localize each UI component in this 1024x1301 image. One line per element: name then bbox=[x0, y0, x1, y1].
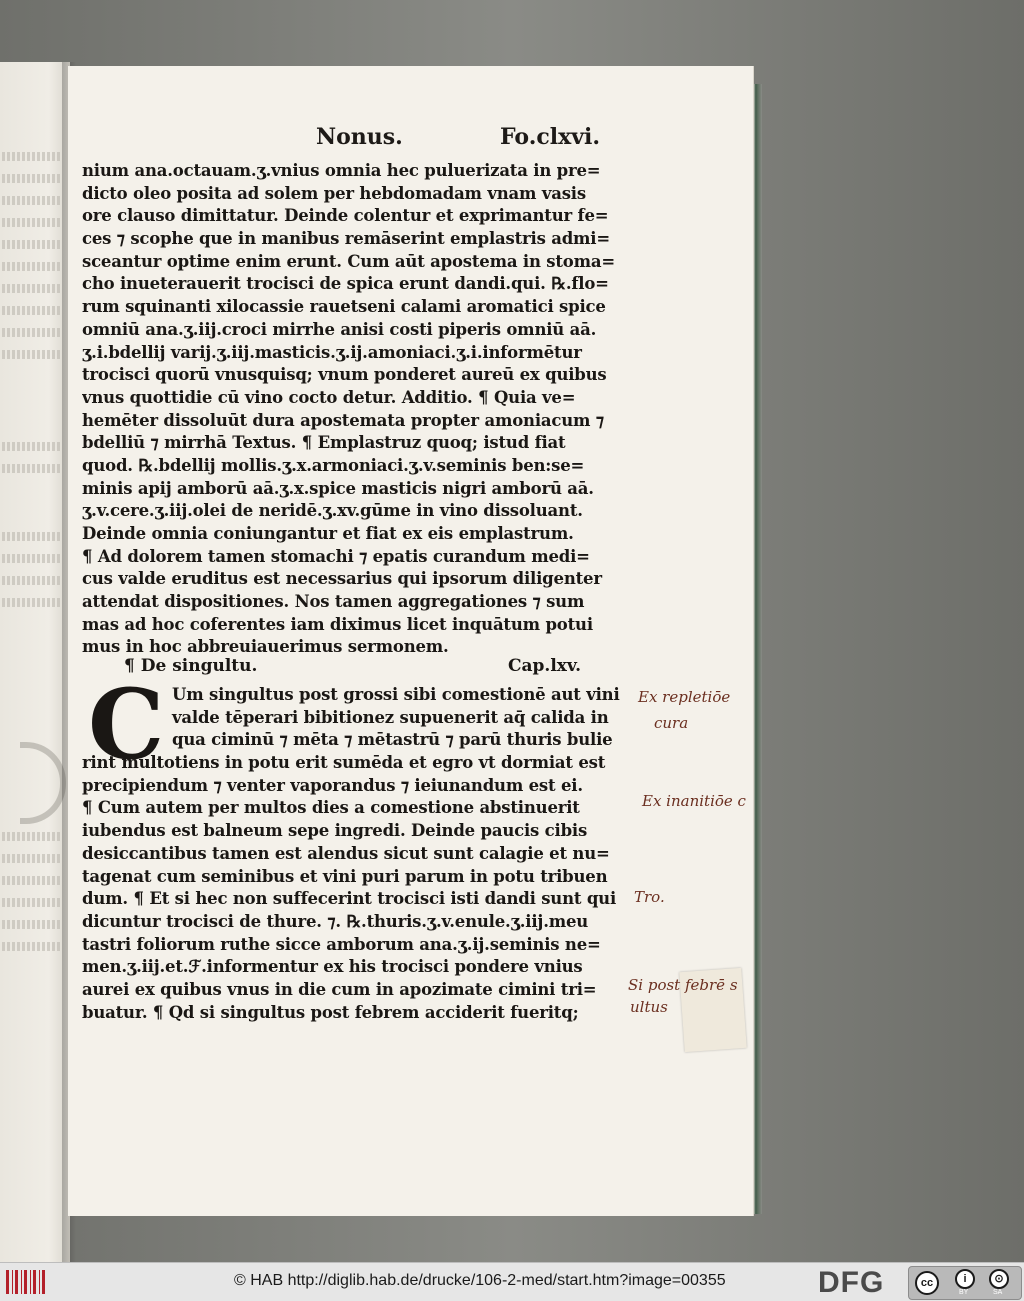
text-line: nium ana.octauam.ʒ.vnius omnia hec puluerizata in pre= bbox=[82, 161, 601, 180]
chapter-heading bbox=[124, 656, 644, 678]
running-head: Nonus. bbox=[316, 124, 403, 150]
text-line: minis apij amborū aā.ʒ.x.spice masticis nigri amborū aā. bbox=[82, 478, 594, 498]
marginal-note: ultus bbox=[630, 998, 668, 1016]
bleed-through-line bbox=[2, 196, 62, 205]
marginal-note: Ex repletiōe bbox=[638, 688, 731, 706]
text-line: trocisci quorū vnusquisq; vnum ponderet aureū ex quibus bbox=[82, 365, 607, 385]
text-line: ¶ Ad dolorem tamen stomachi ⁊ epatis curandum medi= bbox=[82, 546, 590, 566]
text-line: iubendus est balneum sepe ingredi. Deinde paucis cibis bbox=[82, 821, 588, 841]
text-line: quod. ℞.bdellij mollis.ʒ.x.armoniaci.ʒ.v.seminis ben:se= bbox=[82, 455, 585, 475]
bleed-through-line bbox=[2, 920, 62, 929]
footer-bar bbox=[0, 1262, 1024, 1301]
marginal-note: cura bbox=[654, 714, 689, 732]
bleed-through-line bbox=[2, 174, 62, 183]
bleed-through-line bbox=[2, 262, 62, 271]
text-line: tastri foliorum ruthe sicce amborum ana.ʒ.ij.seminis ne= bbox=[82, 934, 601, 954]
barcode-logo bbox=[6, 1270, 48, 1294]
drop-initial: C bbox=[88, 668, 165, 781]
by-icon: i bbox=[955, 1269, 975, 1289]
bleed-through-line bbox=[2, 284, 62, 293]
bleed-through-initial bbox=[20, 742, 66, 824]
text-line: precipiendum ⁊ venter vaporandus ⁊ ieiunandum est ei. bbox=[82, 775, 583, 795]
source-credit-link[interactable]: © HAB http://diglib.hab.de/drucke/106-2-med/start.htm?image=00355 bbox=[234, 1272, 726, 1289]
text-line: cus valde eruditus est necessarius qui ipsorum diligenter bbox=[82, 569, 602, 589]
text-block-lower bbox=[82, 684, 642, 1024]
text-line: Deinde omnia coniungantur et fiat ex eis emplastrum. bbox=[82, 524, 574, 543]
text-line: mas ad hoc coferentes iam diximus licet inquātum potui bbox=[82, 614, 593, 634]
bleed-through-line bbox=[2, 942, 62, 951]
bleed-through-line bbox=[2, 576, 62, 585]
bleed-through-line bbox=[2, 832, 62, 841]
text-line: Um singultus post grossi sibi comestionē aut vini bbox=[172, 685, 620, 704]
text-line: ʒ.i.bdellij varij.ʒ.iij.masticis.ʒ.ij.amoniaci.ʒ.i.informētur bbox=[82, 342, 582, 362]
bleed-through-line bbox=[2, 464, 62, 473]
bleed-through-line bbox=[2, 442, 62, 451]
text-line: ore clauso dimittatur. Deinde colentur et exprimantur fe= bbox=[82, 206, 609, 226]
text-line: aurei ex quibus vnus in die cum in apozimate cimini tri= bbox=[82, 979, 597, 999]
text-line: valde tēperari bibitionez supuenerit aq̄ calida in bbox=[172, 707, 609, 727]
text-line: men.ʒ.iij.et.ℱ.informentur ex his trocisci pondere vnius bbox=[82, 957, 583, 977]
text-line: dum. ¶ Et si hec non suffecerint trocisci isti dandi sunt qui bbox=[82, 889, 617, 909]
cc-icon: cc bbox=[915, 1271, 939, 1295]
text-line: sceantur optime enim erunt. Cum aūt apostema in stoma= bbox=[82, 251, 615, 271]
bleed-through-line bbox=[2, 350, 62, 359]
bleed-through-line bbox=[2, 240, 62, 249]
folio-number: Fo.clxvi. bbox=[500, 124, 601, 150]
text-line: buatur. ¶ Qd si singultus post febrem acciderit fueritq; bbox=[82, 1002, 579, 1022]
text-line: rum squinanti xilocassie rauetseni calami aromatici spice bbox=[82, 297, 606, 317]
bleed-through-line bbox=[2, 306, 62, 315]
text-block-upper bbox=[82, 160, 642, 659]
sa-icon: ⊙ bbox=[989, 1269, 1009, 1289]
bleed-through-line bbox=[2, 532, 62, 541]
bleed-through-line bbox=[2, 854, 62, 863]
bleed-through-line bbox=[2, 876, 62, 885]
text-line: ¶ Cum autem per multos dies a comestione abstinuerit bbox=[82, 798, 580, 818]
chapter-number: Cap.lxv. bbox=[508, 656, 582, 676]
bleed-through-line bbox=[2, 152, 62, 161]
sa-tag: SA bbox=[993, 1289, 1003, 1296]
text-line: dicto oleo posita ad solem per hebdomadam vnam vasis bbox=[82, 183, 586, 203]
marginal-note: Si post febrē s bbox=[628, 976, 738, 994]
bleed-through-line bbox=[2, 898, 62, 907]
marginal-note: Tro. bbox=[634, 888, 665, 906]
by-tag: BY bbox=[959, 1289, 969, 1296]
text-line: hemēter dissoluūt dura apostemata propter amoniacum ⁊ bbox=[82, 410, 604, 430]
text-line: ʒ.v.cere.ʒ.iij.olei de neridē.ʒ.xv.gūme in vino dissoluant. bbox=[82, 501, 583, 521]
text-line: ces ⁊ scophe que in manibus remāserint emplastris admi= bbox=[82, 229, 610, 249]
text-line: omniū ana.ʒ.iij.croci mirrhe anisi costi piperis omniū aā. bbox=[82, 319, 597, 339]
bleed-through-line bbox=[2, 328, 62, 337]
cc-license-badge[interactable] bbox=[908, 1266, 1022, 1300]
text-line: dicuntur trocisci de thure. ⁊. ℞.thuris.ʒ.v.enule.ʒ.iij.meu bbox=[82, 911, 589, 931]
facing-page-edge bbox=[0, 62, 70, 1262]
text-line: mus in hoc abbreuiauerimus sermonem. bbox=[82, 637, 449, 657]
book-page bbox=[68, 66, 753, 1216]
text-line: desiccantibus tamen est alendus sicut sunt calagie et nu= bbox=[82, 843, 610, 863]
text-line: cho inueterauerit trocisci de spica erunt dandi.qui. ℞.flo= bbox=[82, 274, 609, 294]
dfg-logo[interactable]: DFG bbox=[818, 1266, 885, 1299]
marginal-note: Ex inanitiōe c bbox=[642, 792, 746, 810]
text-line: attendat dispositiones. Nos tamen aggregationes ⁊ sum bbox=[82, 592, 585, 612]
bleed-through-line bbox=[2, 598, 62, 607]
bleed-through-line bbox=[2, 554, 62, 563]
text-line: tagenat cum seminibus et vini puri parum in potu tribuen bbox=[82, 866, 608, 886]
text-line: bdelliū ⁊ mirrhā Textus. ¶ Emplastruz quoq; istud fiat bbox=[82, 433, 566, 453]
chapter-title: ¶ De singultu. bbox=[124, 656, 258, 676]
text-line: vnus quottidie cū vino cocto detur. Additio. ¶ Quia ve= bbox=[82, 387, 576, 407]
text-line: rint multotiens in potu erit sumēda et egro vt dormiat est bbox=[82, 753, 606, 773]
text-line: qua ciminū ⁊ mēta ⁊ mētastrū ⁊ parū thuris bulie bbox=[172, 730, 613, 750]
bleed-through-line bbox=[2, 218, 62, 227]
